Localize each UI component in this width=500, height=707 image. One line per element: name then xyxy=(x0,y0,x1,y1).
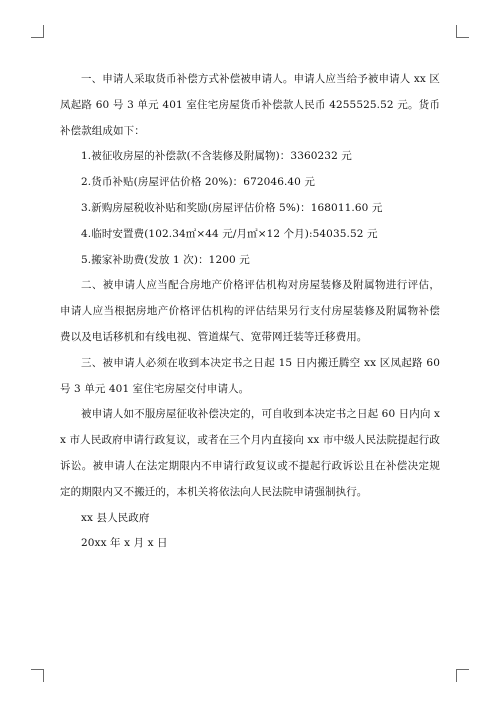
paragraph-assessment-cooperation: 二、被申请人应当配合房地产价格评估机构对房屋装修及附属物进行评估，申请人应当根据房地产价格评估机构的评估结果另行支付房屋装修及附属物补偿费以及电话移机和有线电视、管道煤气、宽带网迁装等迁移费用。 xyxy=(60,279,440,343)
document-body xyxy=(60,67,440,557)
corner-mark-top-right xyxy=(456,25,469,38)
paragraph-compensation-method: 一、申请人采取货币补偿方式补偿被申请人。申请人应当给予被申请人 xx 区凤起路 60 号 3 单元 401 室住宅房屋货币补偿款人民币 4255525.52 元。货币补偿款组成如下： xyxy=(60,73,440,137)
list-item-temporary-resettlement: 4.临时安置费(102.34㎡×44 元/月㎡×12 个月):54035.52 元 xyxy=(81,227,378,240)
list-item-currency-subsidy: 2.货币补贴(房屋评估价格 20%)：672046.40 元 xyxy=(81,176,316,189)
list-item-moving-allowance: 5.搬家补助费(发放 1 次)：1200 元 xyxy=(81,253,250,266)
list-item-house-compensation: 1.被征收房屋的补偿款(不含装修及附属物)：3360232 元 xyxy=(81,150,352,163)
list-item-tax-subsidy: 3.新购房屋税收补贴和奖励(房屋评估价格 5%)：168011.60 元 xyxy=(81,201,383,214)
corner-mark-top-left xyxy=(31,25,44,38)
corner-mark-bottom-right xyxy=(456,669,469,682)
paragraph-appeal-rights: 被申请人如不服房屋征收补偿决定的，可自收到本决定书之日起 60 日内向 xx 市人民政府申请行政复议，或者在三个月内直接向 xx 市中级人民法院提起行政诉讼。被申请人在法定期限内不申请行政复议或不提起行政诉讼且在补偿决定规定的期限内又不搬迁的，本机关将依法向人民法院申请强制执行。 xyxy=(60,408,440,498)
issue-date: 20xx 年 x 月 x 日 xyxy=(81,537,168,550)
paragraph-relocation-deadline: 三、被申请人必须在收到本决定书之日起 15 日内搬迁腾空 xx 区凤起路 60 号 3 单元 401 室住宅房屋交付申请人。 xyxy=(60,356,440,395)
corner-mark-bottom-left xyxy=(31,669,44,682)
issuer-signature: xx 县人民政府 xyxy=(81,511,150,524)
